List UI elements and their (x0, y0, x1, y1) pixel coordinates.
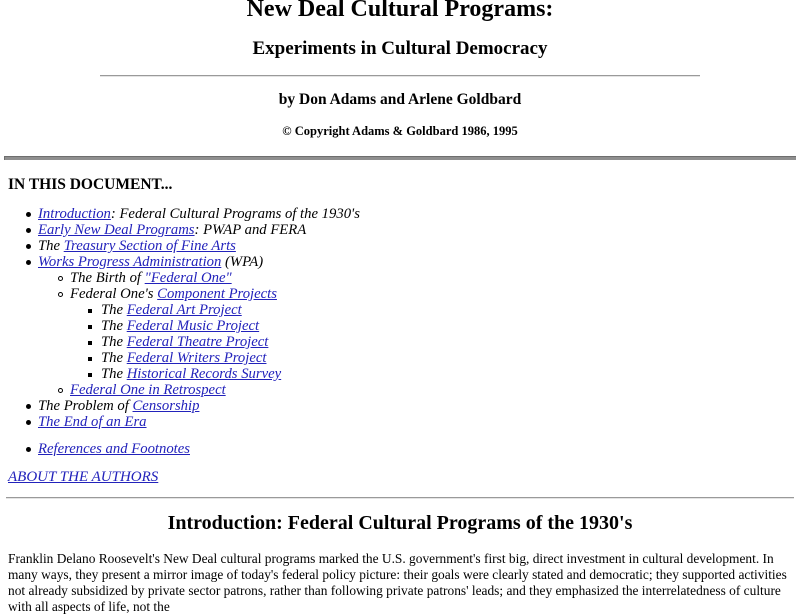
toc-plain-text: The (101, 366, 127, 382)
toc-plain-text: : Federal Cultural Programs of the 1930's (110, 206, 360, 222)
square-bullet-icon (88, 309, 92, 313)
toc-plain-text: : PWAP and FERA (194, 222, 307, 238)
toc-item (0, 398, 800, 414)
toc-item (0, 350, 800, 366)
toc-item-text (101, 318, 259, 334)
about-the-authors-link[interactable]: ABOUT THE AUTHORS (8, 469, 159, 485)
toc-link[interactable]: "Federal One" (144, 270, 232, 286)
toc-item-text (101, 302, 242, 318)
toc-link[interactable]: Component Projects (157, 286, 277, 302)
toc-plain-text: The (101, 318, 127, 334)
horizontal-rule-bottom (6, 497, 794, 499)
horizontal-rule-top (100, 75, 700, 77)
toc-item (0, 270, 800, 286)
byline: by Don Adams and Arlene Goldbard (278, 91, 522, 108)
toc-link[interactable]: The End of an Era (38, 414, 147, 430)
toc-plain-text: The Problem of (38, 398, 133, 414)
toc-item (0, 441, 800, 457)
toc-item-text (38, 414, 147, 430)
disc-bullet-icon (26, 420, 31, 425)
disc-bullet-icon (26, 212, 31, 217)
toc-plain-text: The (101, 350, 127, 366)
toc-item-text (70, 286, 277, 302)
toc-link[interactable]: Treasury Section of Fine Arts (63, 238, 236, 254)
toc-item (0, 286, 800, 302)
toc-link[interactable]: Introduction (38, 206, 111, 222)
toc-plain-text: The (38, 238, 64, 254)
square-bullet-icon (88, 341, 92, 345)
toc-plain-text: The Birth of (70, 270, 145, 286)
circle-bullet-icon (58, 276, 63, 281)
toc-link[interactable]: Censorship (132, 398, 200, 414)
toc-link[interactable]: Federal Theatre Project (126, 334, 269, 350)
toc-item (0, 254, 800, 270)
toc-plain-text: The (101, 334, 127, 350)
toc-item-text (38, 398, 199, 414)
toc-item-text (38, 238, 236, 254)
toc-item (0, 302, 800, 318)
toc-item (0, 318, 800, 334)
toc-link[interactable]: Federal Art Project (126, 302, 242, 318)
square-bullet-icon (88, 357, 92, 361)
disc-bullet-icon (26, 404, 31, 409)
copyright-notice: © Copyright Adams & Goldbard 1986, 1995 (282, 124, 518, 138)
toc-item-text (38, 254, 263, 270)
toc-item-text (70, 382, 226, 398)
page-subtitle: Experiments in Cultural Democracy (252, 38, 548, 59)
toc-item (0, 238, 800, 254)
toc-item (0, 222, 800, 238)
toc-item-text (38, 206, 360, 222)
toc-link[interactable]: Historical Records Survey (126, 366, 282, 382)
toc-item-text (101, 366, 281, 382)
square-bullet-icon (88, 325, 92, 329)
toc-plain-text: The (101, 302, 127, 318)
toc-item (0, 366, 800, 382)
toc-link[interactable]: Federal One in Retrospect (70, 382, 226, 398)
toc-item-text (70, 270, 232, 286)
page-title: New Deal Cultural Programs: (246, 0, 554, 22)
disc-bullet-icon (26, 260, 31, 265)
toc-item (0, 382, 800, 398)
toc-link[interactable]: Federal Music Project (126, 318, 260, 334)
horizontal-rule-thick (4, 156, 796, 160)
disc-bullet-icon (26, 447, 31, 452)
toc-item-text (38, 222, 306, 238)
disc-bullet-icon (26, 228, 31, 233)
square-bullet-icon (88, 373, 92, 377)
toc-link[interactable]: Early New Deal Programs (38, 222, 195, 238)
toc-heading: IN THIS DOCUMENT... (8, 176, 173, 193)
toc-link[interactable]: References and Footnotes (38, 441, 190, 457)
toc-link[interactable]: Works Progress Administration (38, 254, 222, 270)
toc-item (0, 334, 800, 350)
toc-item (0, 206, 800, 222)
toc-plain-text: (WPA) (221, 254, 264, 270)
introduction-paragraph: Franklin Delano Roosevelt's New Deal cultural programs marked the U.S. government's first big, direct investment in cultural development. In many ways, they present a mirror image of today's federal policy picture: their goals were clearly stated and democratic; they supported activities not already subsidized by private sector patrons, rather than following private patrons' leads; and they emphasized the interrelatedness of culture with all aspects of life, not the (8, 551, 787, 614)
disc-bullet-icon (26, 244, 31, 249)
circle-bullet-icon (58, 292, 63, 297)
circle-bullet-icon (58, 388, 63, 393)
toc-item-text (101, 334, 268, 350)
toc-link[interactable]: Federal Writers Project (126, 350, 267, 366)
toc-item (0, 414, 800, 430)
toc-item-text (101, 350, 266, 366)
toc-item-text (38, 441, 190, 457)
toc-plain-text: Federal One's (70, 286, 158, 302)
toc-list (0, 206, 800, 457)
introduction-heading: Introduction: Federal Cultural Programs of the 1930's (167, 512, 633, 534)
